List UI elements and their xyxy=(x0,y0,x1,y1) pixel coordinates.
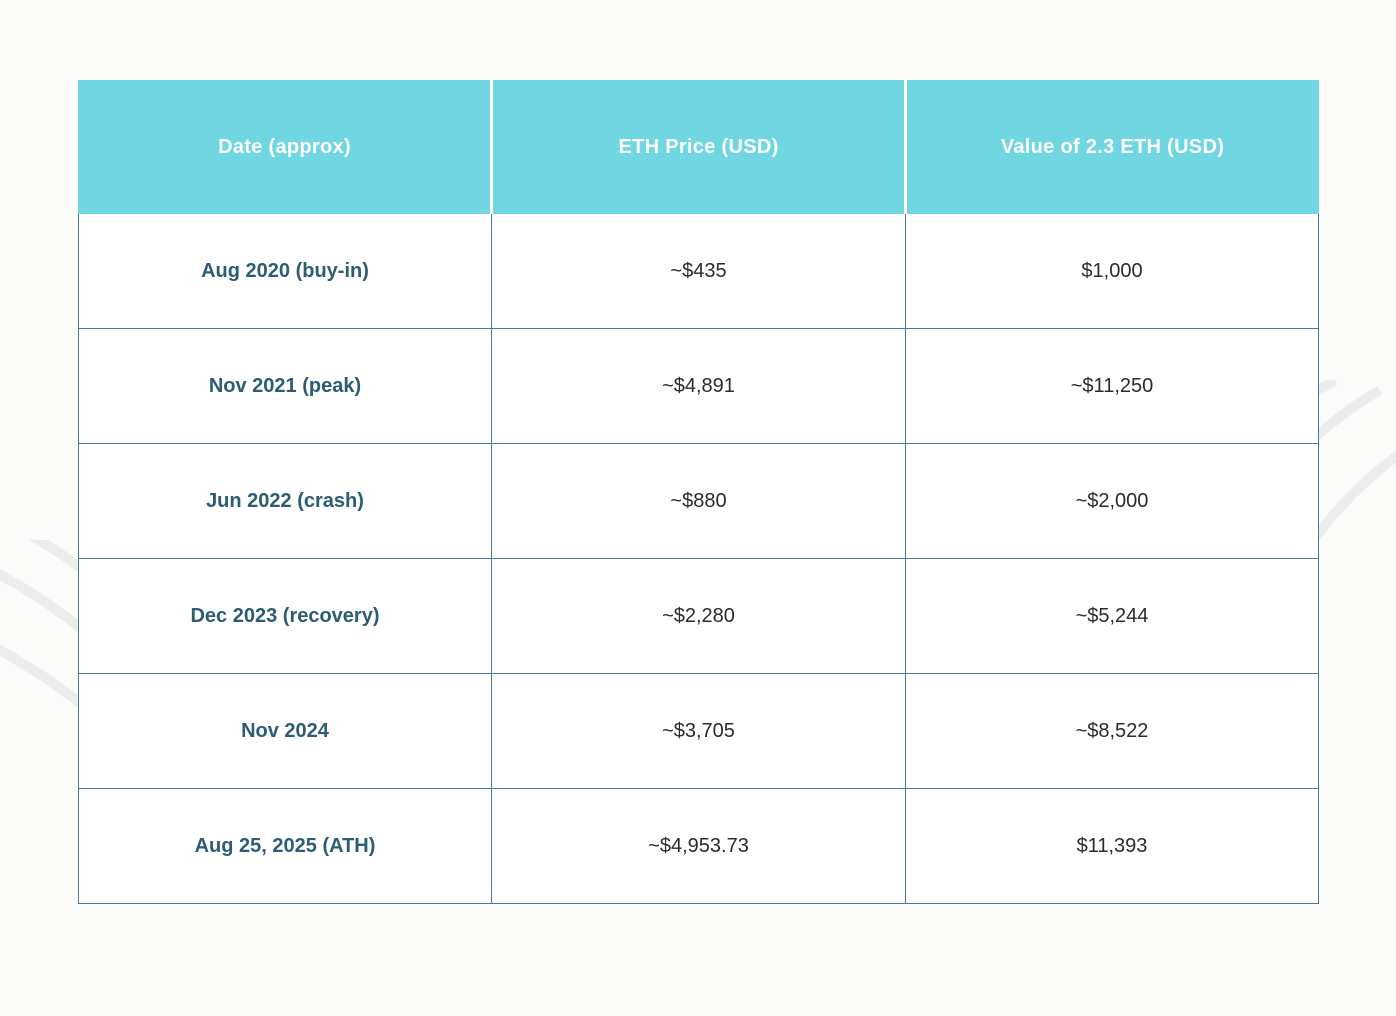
cell-date: Nov 2024 xyxy=(79,674,492,789)
table-header xyxy=(79,81,1319,214)
cell-eth-price: ~$4,953.73 xyxy=(492,789,906,904)
cell-date: Nov 2021 (peak) xyxy=(79,329,492,444)
cell-eth-price: ~$435 xyxy=(492,214,906,329)
table-row xyxy=(79,559,1319,674)
column-header-date: Date (approx) xyxy=(79,81,492,214)
cell-value: $1,000 xyxy=(906,214,1319,329)
cell-value: ~$5,244 xyxy=(906,559,1319,674)
table-row xyxy=(79,214,1319,329)
eth-value-table-container xyxy=(78,80,1318,904)
table-header-row xyxy=(79,81,1319,214)
table-row xyxy=(79,329,1319,444)
cell-eth-price: ~$4,891 xyxy=(492,329,906,444)
cell-value: ~$11,250 xyxy=(906,329,1319,444)
cell-eth-price: ~$3,705 xyxy=(492,674,906,789)
cell-eth-price: ~$2,280 xyxy=(492,559,906,674)
cell-date: Aug 25, 2025 (ATH) xyxy=(79,789,492,904)
cell-eth-price: ~$880 xyxy=(492,444,906,559)
cell-date: Jun 2022 (crash) xyxy=(79,444,492,559)
column-header-eth-price: ETH Price (USD) xyxy=(492,81,906,214)
table-row xyxy=(79,789,1319,904)
table-body xyxy=(79,214,1319,904)
cell-value: $11,393 xyxy=(906,789,1319,904)
eth-value-table xyxy=(78,80,1319,904)
table-row xyxy=(79,674,1319,789)
cell-date: Aug 2020 (buy-in) xyxy=(79,214,492,329)
cell-value: ~$2,000 xyxy=(906,444,1319,559)
cell-date: Dec 2023 (recovery) xyxy=(79,559,492,674)
cell-value: ~$8,522 xyxy=(906,674,1319,789)
column-header-value-2-3-eth: Value of 2.3 ETH (USD) xyxy=(906,81,1319,214)
table-row xyxy=(79,444,1319,559)
